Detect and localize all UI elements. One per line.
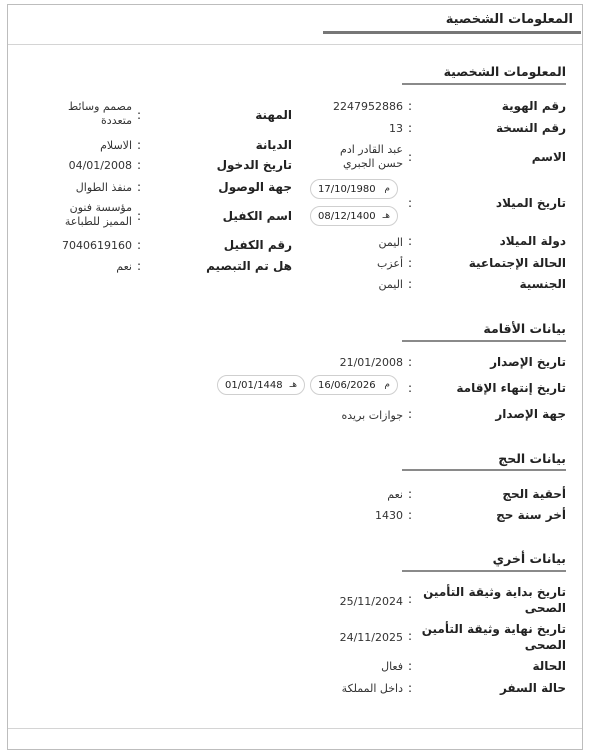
colon: : [407, 150, 412, 164]
colon: : [136, 180, 141, 194]
gregorian-suffix: م [384, 184, 390, 194]
colon: : [136, 238, 141, 252]
colon: : [136, 259, 141, 273]
name-value: عبد القادر ادم حسن الجبري [340, 143, 403, 170]
arrival-point-value: منفذ الطوال [75, 181, 132, 194]
birth-date-hijri-field[interactable] [310, 206, 398, 226]
colon: : [407, 487, 412, 501]
id-number-value: 2247952886 [333, 100, 403, 113]
issuing-authority-label: جهة الإصدار [495, 407, 566, 421]
sponsor-number-value: 7040619160 [62, 239, 132, 252]
insurance-end-label: تاريخ نهاية وثيقة التأمين الصحى [421, 622, 566, 652]
sponsor-number-label: رقم الكفيل [223, 238, 292, 252]
colon: : [407, 592, 412, 606]
occupation-label: المهنة [255, 108, 292, 122]
gregorian-suffix: م [384, 380, 390, 390]
residence-expiry-hijri-field[interactable] [217, 375, 305, 395]
info-panel [7, 4, 583, 750]
insurance-end-value: 24/11/2025 [339, 631, 403, 644]
travel-status-value: داخل المملكة [341, 682, 403, 695]
birth-country-label: دولة الميلاد [499, 234, 566, 248]
page-title: المعلومات الشخصية [445, 12, 573, 27]
insurance-status-label: الحالة [532, 659, 566, 673]
header-divider [8, 44, 582, 45]
last-hajj-year-value: 1430 [375, 509, 403, 522]
colon: : [407, 659, 412, 673]
entry-date-label: تاريخ الدخول [216, 158, 292, 172]
residence-expiry-label: تاريخ إنتهاء الإقامة [456, 381, 566, 395]
hijri-suffix: هـ [382, 211, 390, 221]
colon: : [407, 355, 412, 369]
header-underline [323, 31, 581, 34]
section-title-other: بيانات أخري [492, 551, 566, 566]
copy-number-label: رقم النسخة [495, 121, 566, 135]
id-number-label: رقم الهوية [501, 99, 566, 113]
sponsor-name-label: اسم الكفيل [222, 209, 292, 223]
entry-date-value: 04/01/2008 [68, 159, 132, 172]
hijri-suffix: هـ [289, 380, 297, 390]
colon: : [136, 158, 141, 172]
residence-issue-date-value: 21/01/2008 [339, 356, 403, 369]
birth-date-label: تاريخ الميلاد [495, 196, 566, 210]
residence-expiry-gregorian-field[interactable] [310, 375, 398, 395]
colon: : [407, 681, 412, 695]
hajj-eligibility-value: نعم [387, 488, 403, 501]
colon: : [407, 407, 412, 421]
fingerprint-label: هل تم التبصيم [206, 259, 292, 273]
copy-number-value: 13 [389, 122, 403, 135]
section-title-hajj: بيانات الحج [498, 451, 566, 466]
colon: : [407, 629, 412, 643]
section-title-residence: بيانات الأقامة [483, 321, 566, 336]
birth-country-value: اليمن [378, 236, 403, 249]
colon: : [407, 277, 412, 291]
travel-status-label: حالة السفر [499, 681, 566, 695]
residence-expiry-gregorian-value: 16/06/2026 [318, 379, 376, 391]
colon: : [407, 99, 412, 113]
hajj-eligibility-label: أحقية الحج [502, 487, 566, 501]
section-title-personal: المعلومات الشخصية [443, 64, 566, 79]
insurance-status-value: فعال [381, 660, 403, 673]
religion-value: الاسلام [100, 139, 132, 152]
colon: : [407, 121, 412, 135]
section-underline-hajj [402, 469, 566, 471]
residence-issue-date-label: تاريخ الإصدار [490, 355, 566, 369]
colon: : [407, 256, 412, 270]
colon: : [136, 138, 141, 152]
footer-divider [8, 728, 582, 729]
colon: : [407, 234, 412, 248]
birth-date-gregorian-value: 17/10/1980 [318, 183, 376, 195]
colon: : [136, 209, 141, 223]
occupation-value: مصمم وسائط متعددة [68, 100, 132, 127]
section-underline-other [402, 570, 566, 572]
birth-date-gregorian-field[interactable] [310, 179, 398, 199]
section-underline-personal [402, 83, 566, 85]
marital-status-value: أعزب [376, 257, 403, 270]
colon: : [407, 196, 412, 210]
nationality-label: الجنسية [519, 277, 566, 291]
sponsor-name-value: مؤسسة فنون المميز للطباعة [64, 201, 132, 228]
colon: : [136, 108, 141, 122]
nationality-value: اليمن [378, 278, 403, 291]
religion-label: الديانة [255, 138, 292, 152]
residence-expiry-hijri-value: 01/01/1448 [225, 379, 283, 391]
name-label: الاسم [531, 150, 566, 164]
insurance-start-label: تاريخ بداية وثيقة التأمين الصحى [423, 585, 566, 615]
birth-date-hijri-value: 08/12/1400 [318, 210, 376, 222]
marital-status-label: الحالة الإجتماعية [468, 256, 566, 270]
colon: : [407, 381, 412, 395]
fingerprint-value: نعم [116, 260, 132, 273]
arrival-point-label: جهة الوصول [218, 180, 292, 194]
colon: : [407, 508, 412, 522]
issuing-authority-value: جوازات بريده [341, 409, 403, 422]
last-hajj-year-label: أخر سنة حج [496, 508, 566, 522]
insurance-start-value: 25/11/2024 [339, 595, 403, 608]
section-underline-residence [402, 340, 566, 342]
